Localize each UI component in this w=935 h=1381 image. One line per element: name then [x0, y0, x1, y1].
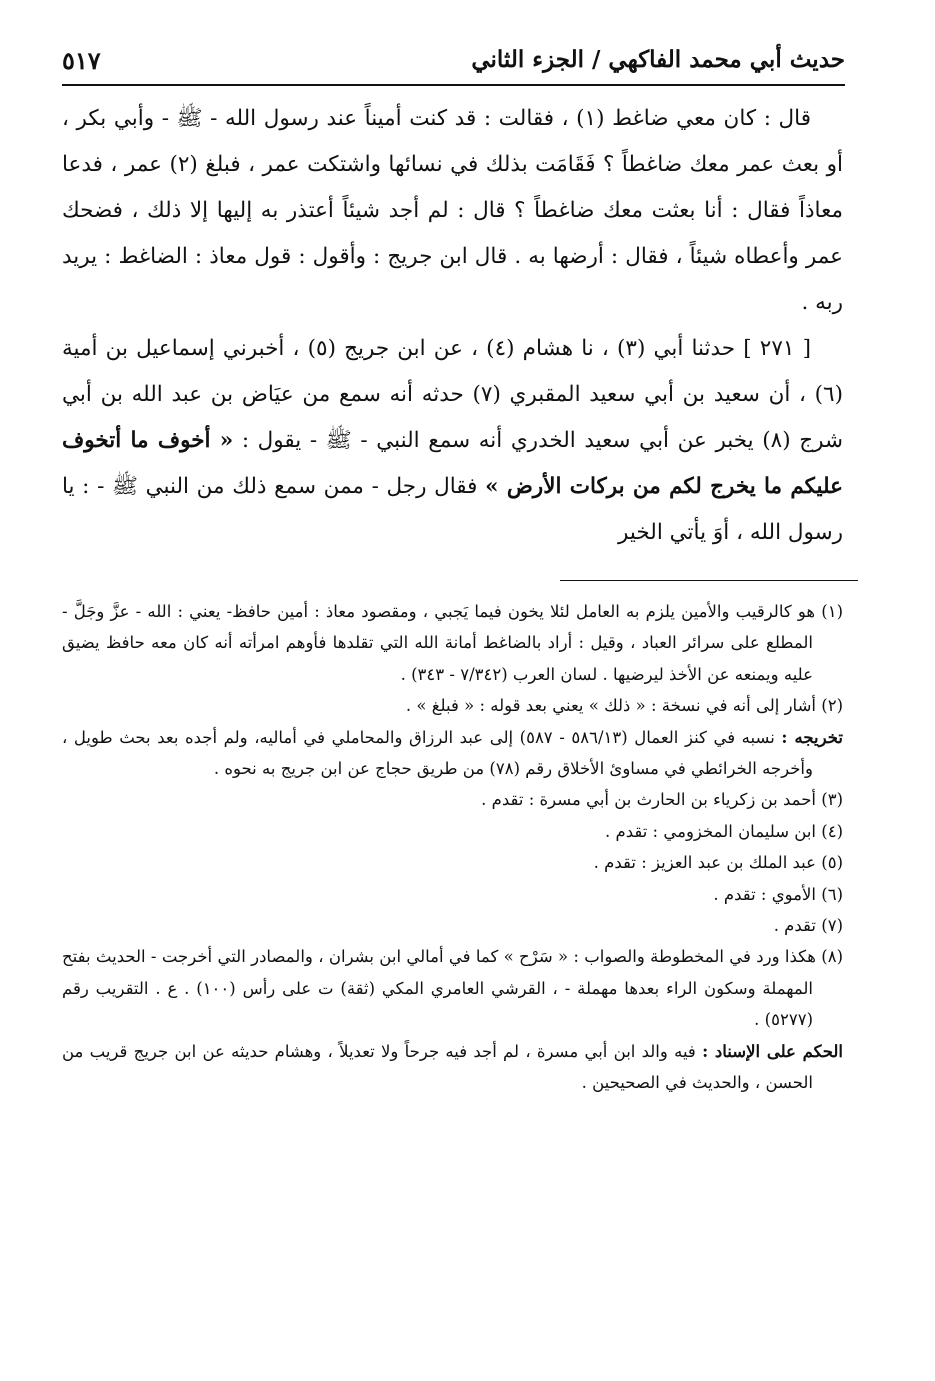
footnote-8: (٨) هكذا ورد في المخطوطة والصواب : « سَرْح » كما في أمالي ابن بشران ، والمصادر التي أخرجت - الحديث بفتح المهملة وسكون الراء بعدها مهملة - ، القرشي العامري المكي (ثقة) ت على رأس (١٠٠) . ع . التقريب رقم (٥٢٧٧) .: [62, 947, 843, 1030]
hadith-isnad: [ ٢٧١ ] حدثنا أبي (٣) ، نا هشام (٤) ، عن ابن جريج (٥) ، أخبرني إسماعيل بن أمية (٦) ، أن سعيد بن أبي سعيد المقبري (٧) حدثه أنه سمع من عيَاض بن عبد الله بن أبي شرج (٨) يخبر عن أبي سعيد الخدري أنه سمع النبي - ﷺ - يقول :: [62, 336, 843, 453]
footnote-separator: [560, 580, 858, 581]
footnote-2: (٢) أشار إلى أنه في نسخة : « ذلك » يعني بعد قوله : « فبلغ » .: [405, 696, 843, 716]
paragraph-1: قال : كان معي ضاغط (١) ، فقالت : قد كنت أميناً عند رسول الله - ﷺ - وأبي بكر ، أو بعث عمر معك ضاغطاً ؟ فَقَامَت بذلك في نسائها واشتكت عمر ، فبلغ (٢) عمر ، فدعا معاذاً فقال : أنا بعثت معك ضاغطاً ؟ قال : لم أجد شيئاً أعتذر به إليها إلا ذلك ، فضحك عمر وأعطاه شيئاً ، فقال : أرضها به . قال ابن جريج : وأقول : قول معاذ : الضاغط : يريد ربه .: [62, 106, 843, 315]
page-number: ٥١٧: [62, 46, 101, 75]
header-rule: [62, 84, 845, 86]
footnote-7: (٧) تقدم .: [773, 916, 843, 936]
footnote-4: (٤) ابن سليمان المخزومي : تقدم .: [605, 821, 843, 841]
footnotes: [62, 596, 843, 1099]
footnote-hukm: [62, 1036, 843, 1099]
footnote-3: (٣) أحمد بن زكرياء بن الحارث بن أبي مسرة : تقدم .: [481, 790, 843, 810]
hadith-continuation: فقال رجل - ممن سمع ذلك من النبي ﷺ - : يا رسول الله ، أوَ يأتي الخير: [62, 474, 843, 545]
takhrij-label: تخريجه :: [781, 727, 843, 747]
footnote-6: (٦) الأموي : تقدم .: [713, 884, 843, 904]
hukm-text: فيه والد ابن أبي مسرة ، لم أجد فيه جرحاً ولا تعديلاً ، وهشام حديثه عن ابن جريج قريب من الحسن ، والحديث في الصحيحين .: [62, 1041, 813, 1093]
paragraph-2: [62, 326, 843, 556]
running-header: [62, 38, 845, 86]
hukm-label: الحكم على الإسناد :: [702, 1041, 844, 1061]
footnote-takhrij: [62, 722, 843, 785]
takhrij-text: نسبه في كنز العمال (٥٨٦/١٣ - ٥٨٧) إلى عبد الرزاق والمحاملي في أماليه، ولم أجده بعد بحث طويل ، وأخرجه الخرائطي في مساوئ الأخلاق رقم (٧٨) من طريق حجاج عن ابن جريج به نحوه .: [62, 727, 813, 779]
header-title: حديث أبي محمد الفاكهي / الجزء الثاني: [471, 46, 845, 73]
main-text: [62, 96, 843, 556]
hadith-matn: « أخوف ما أتخوف عليكم ما يخرج لكم من بركات الأرض »: [62, 428, 843, 499]
footnote-5: (٥) عبد الملك بن عبد العزيز : تقدم .: [593, 853, 843, 873]
footnote-1: (١) هو كالرقيب والأمين يلزم به العامل لئلا يخون فيما يَجبي ، ومقصود معاذ : أمين حافظ- يعني : الله - عزَّ وجَلَّ - المطلع على سرائر العباد ، وقيل : أراد بالضاغط أمانة الله التي تقلدها فأوهم امرأته أنه كان معه حافظ يضيق عليه ويمنعه عن الأخذ ليرضيها . لسان العرب (٧/٣٤٢ - ٣٤٣) .: [62, 602, 843, 684]
